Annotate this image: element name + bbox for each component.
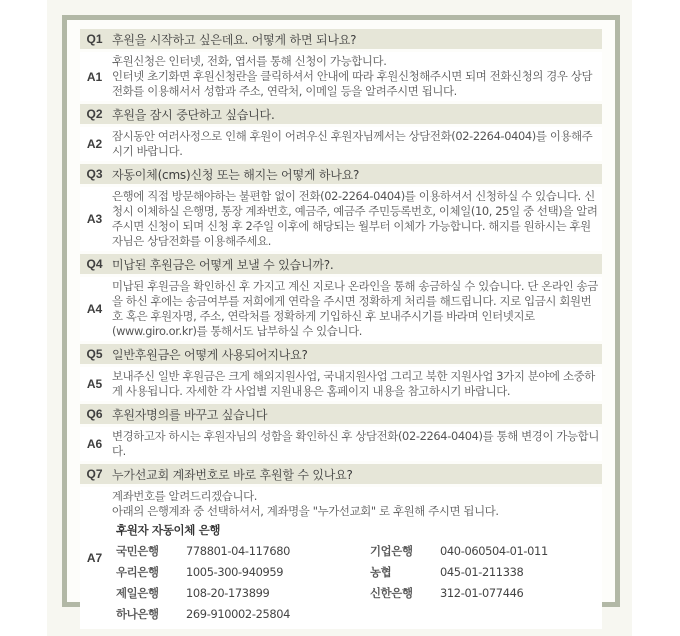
faq-answer-row [80, 277, 602, 341]
faq-answer-row [80, 187, 602, 251]
bank-name: 우리은행 [112, 562, 182, 583]
bank-table [112, 540, 585, 624]
question-text: 후원을 시작하고 싶은데요. 어떻게 하면 되나요? [109, 29, 602, 49]
question-number: Q2 [80, 104, 109, 124]
question-number: Q5 [80, 344, 109, 364]
faq-question-row [80, 254, 602, 274]
faq-answer-row [80, 367, 602, 401]
question-text: 후원을 잠시 중단하고 싶습니다. [109, 104, 602, 124]
bank-account: 045-01-211338 [436, 562, 585, 583]
question-text: 미납된 후원금은 어떻게 보낼 수 있습니까?. [109, 254, 602, 274]
bank-name: 농협 [366, 562, 436, 583]
answer-number: A7 [80, 487, 109, 629]
question-text: 일반후원금은 어떻게 사용되어지나요? [109, 344, 602, 364]
question-text: 자동이체(cms)신청 또는 해지는 어떻게 하나요? [109, 164, 602, 184]
bank-name: 하나은행 [112, 604, 182, 624]
answer-text: 미납된 후원금을 확인하신 후 가지고 계신 지로나 온라인을 통해 송금하실 수 있습니다. 단 온라인 송금을 하신 후에는 송금여부를 저희에게 연락을 주시면 정확하게 처리를 해드립니다. 지로 입금시 회원번호 혹은 후원자명, 주소, 연락처를 정확하게 기입하신 후 보내주시기를 바라며 인터넷지로(www.giro.or.kr)를 통해서도 납부하실 수 있습니다. [109, 277, 602, 341]
bank-name: 제일은행 [112, 583, 182, 604]
bank-account: 269-910002-25804 [182, 604, 366, 624]
bank-row [112, 541, 585, 562]
answer-text [109, 52, 602, 101]
answer-line: 인터넷 초기화면 후원신청란을 클릭하셔서 안내에 따라 후원신청해주시면 되며 전화신청의 경우 상담전화를 이용해서서 성함과 주소, 연락처, 이메일 등을 알려주시면 됩니다. [112, 69, 593, 98]
answer-number: A1 [80, 52, 109, 101]
faq-answer-row [80, 52, 602, 101]
question-number: Q3 [80, 164, 109, 184]
faq-frame [62, 15, 620, 621]
bank-row [112, 604, 585, 624]
bank-account: 312-01-077446 [436, 583, 585, 604]
answer-number: A2 [80, 127, 109, 161]
faq-answer-row [80, 487, 602, 629]
faq-answer-row [80, 427, 602, 461]
bank-account: 108-20-173899 [182, 583, 366, 604]
bank-name [366, 604, 436, 624]
question-number: Q4 [80, 254, 109, 274]
answer-text [109, 487, 602, 629]
faq-question-row [80, 344, 602, 364]
question-text: 후원자명의를 바꾸고 싶습니다 [109, 404, 602, 424]
faq-question-row [80, 464, 602, 484]
faq-question-row [80, 404, 602, 424]
answer-number: A3 [80, 187, 109, 251]
answer-number: A5 [80, 367, 109, 401]
bank-account: 1005-300-940959 [182, 562, 366, 583]
answer-number: A6 [80, 427, 109, 461]
bank-name: 국민은행 [112, 541, 182, 562]
answer-line: 후원신청은 인터넷, 전화, 엽서를 통해 신청이 가능합니다. [112, 54, 387, 68]
faq-table [80, 29, 602, 629]
bank-row [112, 583, 585, 604]
bank-table-title: 후원자 자동이체 은행 [116, 523, 221, 537]
question-number: Q1 [80, 29, 109, 49]
bank-name: 신한은행 [366, 583, 436, 604]
answer-text: 은행에 직접 방문해야하는 불편함 없이 전화(02-2264-0404)를 이용하셔서 신청하실 수 있습니다. 신청시 이체하실 은행명, 통장 계좌번호, 예금주, 예금주 주민등록번호, 이체일(10, 25일 중 선택)을 알려주시면 신청이 되며 신청 후 2주일 이후에 해당되는 월부터 이체가 가능합니다. 해지를 원하시는 후원자님은 상담전화를 이용해주세요. [109, 187, 602, 251]
answer-text: 보내주신 일반 후원금은 크게 해외지원사업, 국내지원사업 그리고 북한 지원사업 3가지 분야에 소중하게 사용됩니다. 자세한 각 사업별 지원내용은 홈페이지 내용을 참고하시기 바랍니다. [109, 367, 602, 401]
bank-name: 기업은행 [366, 541, 436, 562]
answer-line: 아래의 은행계좌 중 선택하셔서, 계좌명을 "누가선교회" 로 후원해 주시면 됩니다. [112, 504, 499, 518]
answer-number: A4 [80, 277, 109, 341]
answer-line: 계좌번호를 알려드리겠습니다. [112, 489, 258, 503]
bank-account [436, 604, 585, 624]
question-text: 누가선교회 계좌번호로 바로 후원할 수 있나요? [109, 464, 602, 484]
answer-text: 변경하고자 하시는 후원자님의 성함을 확인하신 후 상담전화(02-2264-0404)를 통해 변경이 가능합니다. [109, 427, 602, 461]
faq-question-row [80, 104, 602, 124]
faq-answer-row [80, 127, 602, 161]
bank-account: 040-060504-01-011 [436, 541, 585, 562]
bank-row [112, 562, 585, 583]
faq-question-row [80, 164, 602, 184]
bank-account: 778801-04-117680 [182, 541, 366, 562]
answer-text: 잠시동안 여러사정으로 인해 후원이 어려우신 후원자님께서는 상담전화(02-2264-0404)를 이용해주시기 바랍니다. [109, 127, 602, 161]
faq-question-row [80, 29, 602, 49]
question-number: Q7 [80, 464, 109, 484]
question-number: Q6 [80, 404, 109, 424]
